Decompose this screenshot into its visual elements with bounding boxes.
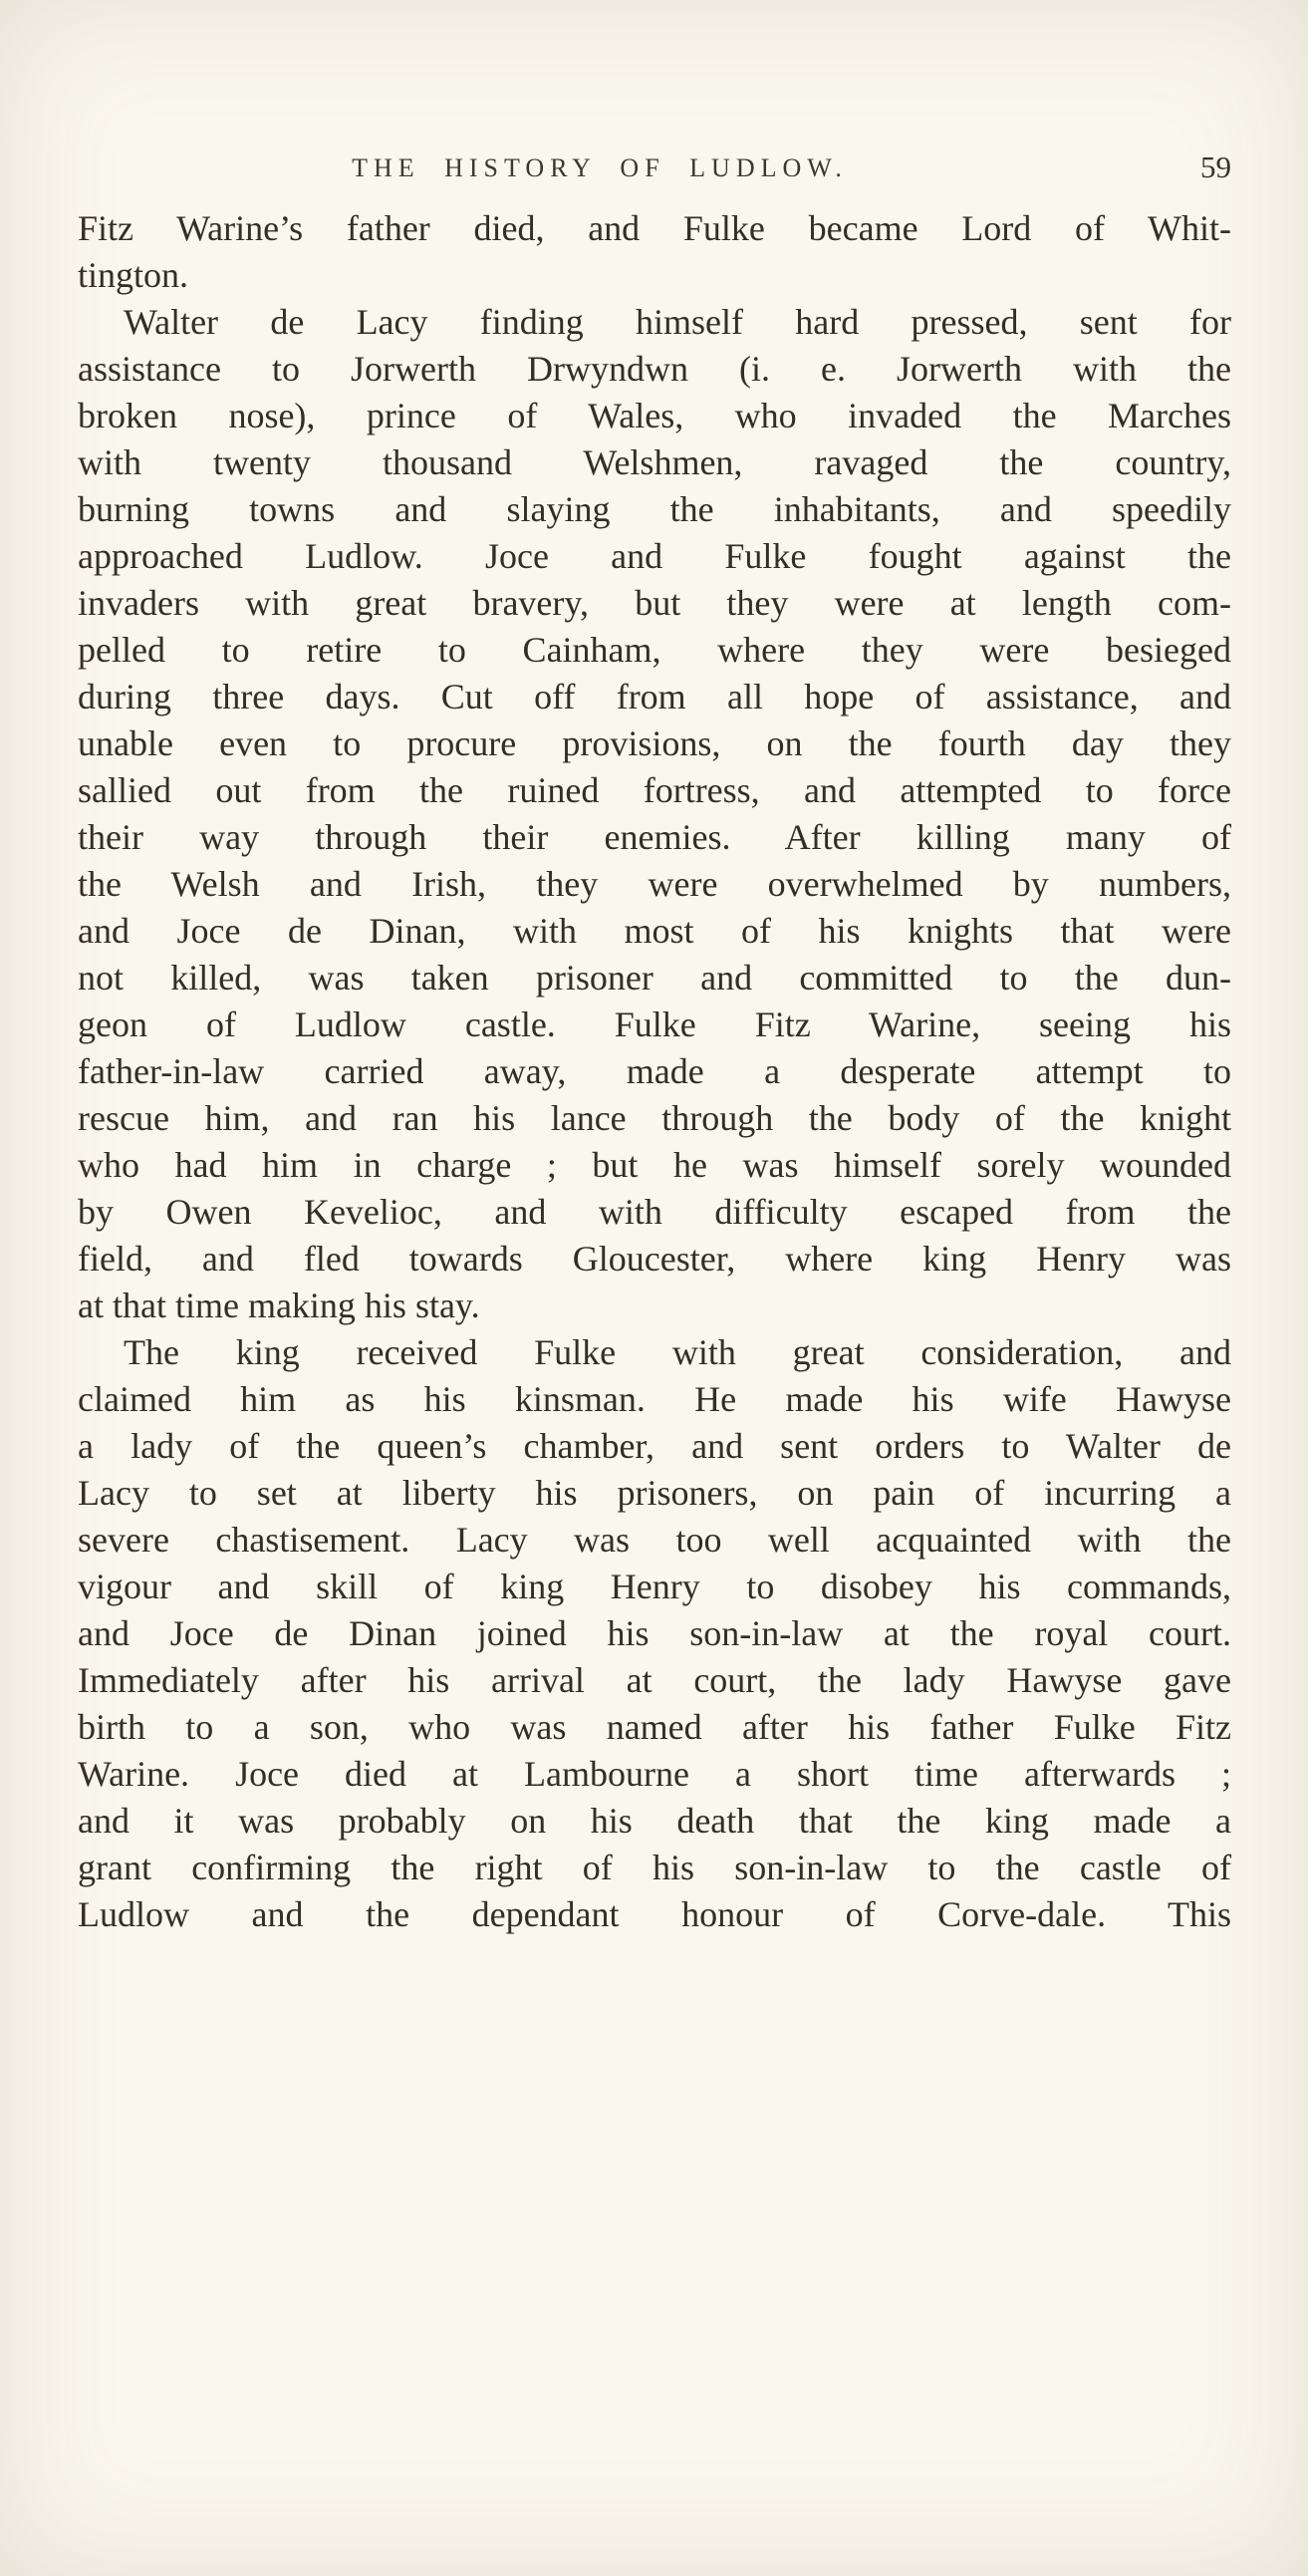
text-line: and Joce de Dinan joined his son-in-law at the royal court.: [78, 1613, 1231, 1653]
text-line: geon of Ludlow castle. Fulke Fitz Warine, seeing his: [78, 1004, 1231, 1044]
text-line: a lady of the queen’s chamber, and sent orders to Walter de: [78, 1426, 1231, 1466]
text-line: Walter de Lacy finding himself hard pressed, sent for: [124, 302, 1231, 342]
text-line: sallied out from the ruined fortress, and attempted to force: [78, 770, 1231, 810]
text-line: Ludlow and the dependant honour of Corve-dale. This: [78, 1894, 1231, 1934]
paragraph: [78, 299, 1231, 1329]
text-line: burning towns and slaying the inhabitants, and speedily: [78, 489, 1231, 529]
text-line: the Welsh and Irish, they were overwhelmed by numbers,: [78, 864, 1231, 904]
text-line: and Joce de Dinan, with most of his knights that were: [78, 911, 1231, 951]
text-line: tington.: [78, 255, 189, 295]
running-head: [78, 149, 1231, 191]
text-line: father-in-law carried away, made a desperate attempt to: [78, 1051, 1231, 1091]
text-line: with twenty thousand Welshmen, ravaged the country,: [78, 442, 1231, 482]
text-line: Lacy to set at liberty his prisoners, on pain of incurring a: [78, 1473, 1231, 1513]
text-line: invaders with great bravery, but they were at length com-: [78, 583, 1231, 623]
page-text: [78, 205, 1231, 1938]
text-line: who had him in charge ; but he was himself sorely wounded: [78, 1145, 1231, 1185]
text-line: and it was probably on his death that the king made a: [78, 1801, 1231, 1841]
page-number: 59: [1200, 149, 1231, 184]
text-line: their way through their enemies. After killing many of: [78, 817, 1231, 857]
text-line: by Owen Kevelioc, and with difficulty escaped from the: [78, 1192, 1231, 1232]
text-line: broken nose), prince of Wales, who invaded the Marches: [78, 396, 1231, 435]
text-line: birth to a son, who was named after his father Fulke Fitz: [78, 1707, 1231, 1747]
text-line: Immediately after his arrival at court, the lady Hawyse gave: [78, 1660, 1231, 1700]
text-line: unable even to procure provisions, on the fourth day they: [78, 723, 1231, 763]
text-line: grant confirming the right of his son-in-law to the castle of: [78, 1848, 1231, 1887]
text-line: pelled to retire to Cainham, where they were besieged: [78, 630, 1231, 670]
text-line: at that time making his stay.: [78, 1286, 480, 1325]
text-line: The king received Fulke with great consideration, and: [124, 1332, 1231, 1372]
paragraph: [78, 205, 1231, 299]
text-line: approached Ludlow. Joce and Fulke fought against the: [78, 536, 1231, 576]
text-line: claimed him as his kinsman. He made his wife Hawyse: [78, 1379, 1231, 1419]
text-line: Fitz Warine’s father died, and Fulke became Lord of Whit-: [78, 208, 1231, 248]
text-line: not killed, was taken prisoner and committed to the dun-: [78, 958, 1231, 998]
page-title: THE HISTORY OF LUDLOW.: [352, 153, 848, 182]
text-line: field, and fled towards Gloucester, where king Henry was: [78, 1239, 1231, 1279]
text-line: severe chastisement. Lacy was too well acquainted with the: [78, 1520, 1231, 1560]
text-line: vigour and skill of king Henry to disobey his commands,: [78, 1567, 1231, 1606]
text-line: rescue him, and ran his lance through the body of the knight: [78, 1098, 1231, 1138]
text-line: assistance to Jorwerth Drwyndwn (i. e. Jorwerth with the: [78, 349, 1231, 389]
text-line: during three days. Cut off from all hope of assistance, and: [78, 677, 1231, 716]
paragraph: [78, 1329, 1231, 1938]
text-line: Warine. Joce died at Lambourne a short time afterwards ;: [78, 1754, 1231, 1794]
